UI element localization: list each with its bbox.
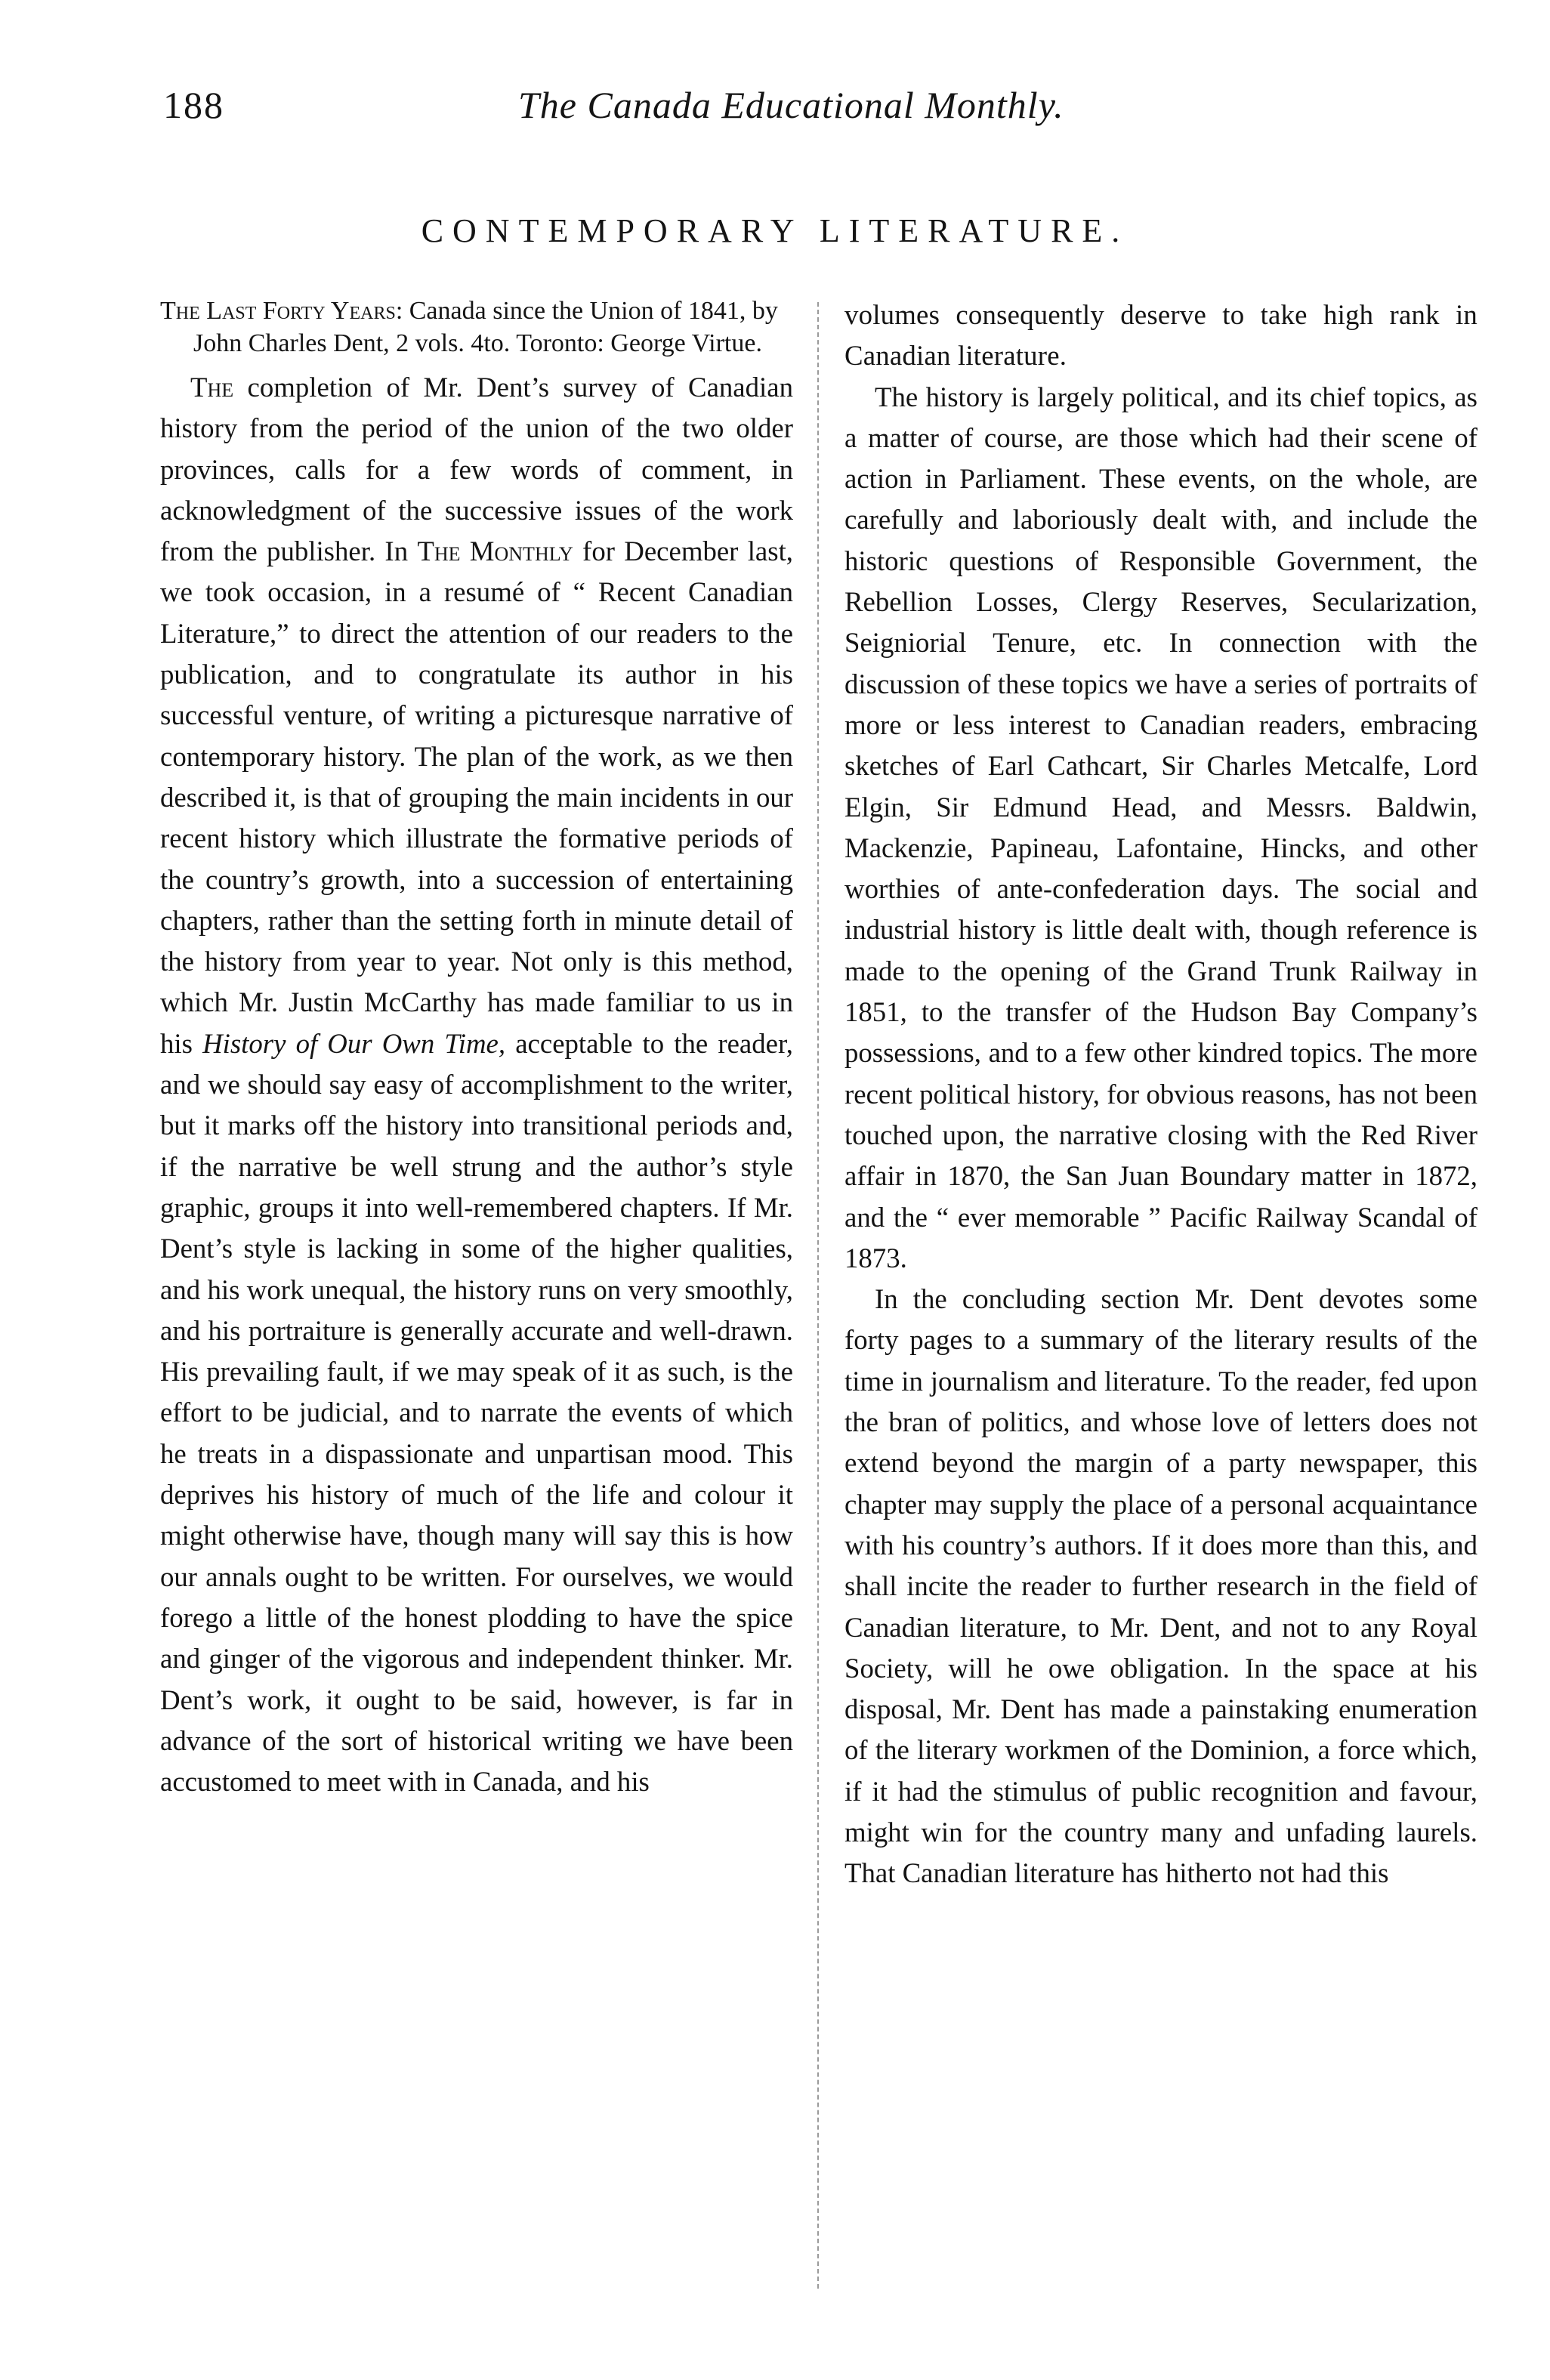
running-title: The Canada Educational Monthly. xyxy=(518,84,1064,126)
journal-name: The Monthly xyxy=(417,536,573,567)
column-divider xyxy=(817,302,819,2289)
review-paragraph-1-continued: volumes consequently deserve to take high rank in Canadian literature. xyxy=(844,299,1477,372)
review-paragraph-3: In the concluding section Mr. Dent devotes some forty pages to a summary of the literary results of the time in journalism and literature. To the reader, fed upon the bran of politics, and whose love of letters does not extend beyond the margin of a party newspaper, this chapter may supply the place of a personal acquaintance with his country’s authors. If it does more than this, and shall incite the reader to further research in the field of Canadian literature, to Mr. Dent, and not to any Royal Society, will he owe obligation. In the space at his disposal, Mr. Dent has made a painstaking enumeration of the literary workmen of the Dominion, a force which, if it had the stimulus of public recognition and favour, might win for the country many and unfading laurels. That Canadian literature has hitherto not had this xyxy=(844,1283,1477,1889)
review-paragraph-2: The history is largely political, and its chief topics, as a matter of course, are those which had their scene of action in Parliament. These events, on the whole, are carefully and laboriously dealt with, and include the historic questions of Responsible Government, the Rebellion Losses, Clergy Reserves, Secularization, Seigniorial Tenure, etc. In connection with the discussion of these topics we have a series of portraits of more or less interest to Canadian readers, embracing sketches of Earl Cathcart, Sir Charles Metcalfe, Lord Elgin, Sir Edmund Head, and Messrs. Baldwin, Mackenzie, Papineau, Lafontaine, Hincks, and other worthies of ante-confederation days. The social and industrial history is little dealt with, though reference is made to the opening of the Grand Trunk Railway in 1851, to the transfer of the Hudson Bay Company’s possessions, and to a few other kindred topics. The more recent political history, for obvious reasons, has not been touched upon, the narrative closing with the Red River affair in 1870, the San Juan Boundary matter in 1872, and the “ ever memorable ” Pacific Railway Scandal of 1873. xyxy=(844,381,1477,1273)
cited-book-title: History of Our Own Time, xyxy=(202,1027,506,1059)
right-column xyxy=(844,295,1477,1894)
page-header xyxy=(163,83,1477,144)
book-title: The Last Forty Years xyxy=(160,297,396,325)
paragraph-lead-word: The xyxy=(190,372,234,403)
page-number: 188 xyxy=(163,84,224,126)
left-column xyxy=(160,295,793,1802)
book-details: : Canada since the Union of 1841, by John Charles Dent, 2 vols. 4to. Toronto: George Virtue. xyxy=(193,297,778,357)
review-paragraph-1: The completion of Mr. Dent’s survey of Canadian history from the period of the union of the two older provinces, calls for a few words of comment, in acknowledgment of the successive issues of the work from the publisher. In The Monthly for December last, we took occasion, in a resumé of “ Recent Canadian Literature,” to direct the attention of our readers to the publication, and to congratulate its author in his successful venture, of writing a picturesque narrative of contemporary history. The plan of the work, as we then described it, is that of grouping the main incidents in our recent history which illustrate the formative periods of the country’s growth, into a succession of entertaining chapters, rather than the setting forth in minute detail of the history from year to year. Not only is this method, which Mr. Justin McCarthy has made familiar to us in his History of Our Own Time, acceptable to the reader, and we should say easy of accomplishment to the writer, but it marks off the history into transitional periods and, if the narrative be well strung and the author’s style graphic, groups it into well-remembered chapters. If Mr. Dent’s style is lacking in some of the higher qualities, and his work unequal, the history runs on very smoothly, and his portraiture is generally accurate and well-drawn. His prevailing fault, if we may speak of it as such, is the effort to be judicial, and to narrate the events of which he treats in a dispassionate and unpartisan mood. This deprives his history of much of the life and colour it might otherwise have, though many will say this is how our annals ought to be written. For ourselves, we would forego a little of the honest plodding to have the spice and ginger of the vigorous and independent thinker. Mr. Dent’s work, it ought to be said, however, is far in advance of the sort of historical writing we have been accustomed to meet with in Canada, and his xyxy=(160,372,793,1798)
book-citation xyxy=(160,295,793,360)
section-title: CONTEMPORARY LITERATURE. xyxy=(421,212,1129,249)
